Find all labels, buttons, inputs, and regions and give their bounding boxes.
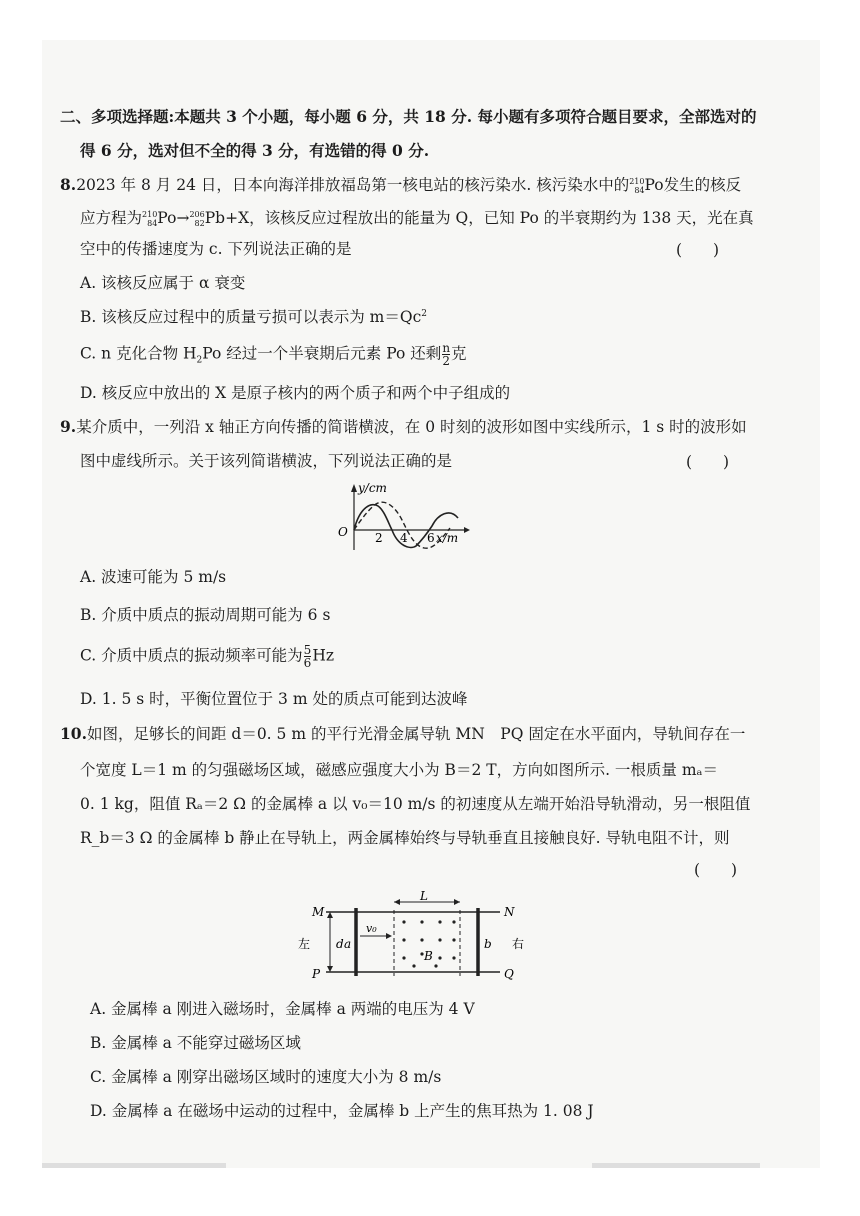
q9-option-d: D. 1. 5 s 时，平衡位置位于 3 m 处的质点可能到达波峰 bbox=[80, 690, 468, 708]
q8-line2 bbox=[80, 207, 754, 229]
po-nuclide-indices-2: 210 84 bbox=[142, 210, 158, 228]
q8-option-b: B. 该核反应过程中的质量亏损可以表示为 $m=Qc^2$ bbox=[80, 308, 427, 326]
q9-line1: 9.某介质中，一列沿 x 轴正方向传播的简谐横波，在 0 时刻的波形如图中实线所示，1 s 时的波形如 bbox=[60, 417, 747, 436]
svg-text:Q: Q bbox=[504, 967, 514, 981]
page-bottom-edge-right bbox=[592, 1163, 760, 1168]
svg-text:右: 右 bbox=[512, 937, 525, 951]
q8-number: 8. bbox=[60, 175, 77, 194]
q10-line3: 0. 1 kg，阻值 Rₐ＝2 Ω 的金属棒 a 以 v₀＝10 m/s 的初速度从左端开始沿导轨滑动，另一根阻值 bbox=[80, 795, 751, 813]
wave-tick-4: 4 bbox=[400, 531, 408, 545]
pb-nuclide-indices: 206 82 bbox=[189, 210, 205, 228]
q8-text-1a: 2023 年 8 月 24 日，日本向海洋排放福岛第一核电站的核污染水. 核污染水中的 bbox=[76, 176, 630, 194]
pb-symbol: Pb bbox=[204, 209, 226, 227]
q8-line3: 空中的传播速度为 c. 下列说法正确的是 bbox=[80, 240, 352, 258]
q10-line4: R_b＝3 Ω 的金属棒 b 静止在导轨上，两金属棒始终与导轨垂直且接触良好. 导轨电阻不计，则 bbox=[80, 829, 730, 847]
q8-answer-paren: ( ) bbox=[676, 241, 720, 259]
section-heading-line1: 二、多项选择题:本题共 3 个小题，每小题 6 分，共 18 分. 每小题有多项符合题目要求，全部选对的 bbox=[60, 107, 757, 126]
svg-text:L: L bbox=[420, 889, 428, 903]
q10-line1: 10.如图，足够长的间距 d＝0. 5 m 的平行光滑金属导轨 MN PQ 固定在水平面内，导轨间存在一 bbox=[60, 724, 746, 743]
svg-text:b: b bbox=[484, 937, 492, 951]
wave-origin: O bbox=[338, 525, 348, 539]
reaction-arrow: → bbox=[176, 209, 190, 227]
fraction-n-over-2: $\frac{n}{2}$ bbox=[442, 341, 451, 368]
q8-text-2b: +X，该核反应过程放出的能量为 Q，已知 Po 的半衰期约为 138 天，光在真 bbox=[225, 209, 754, 227]
q9-option-a: A. 波速可能为 5 m/s bbox=[80, 568, 227, 586]
q10-option-b: B. 金属棒 a 不能穿过磁场区域 bbox=[90, 1034, 301, 1052]
q8-text-1b: 发生的核反 bbox=[663, 176, 742, 194]
svg-text:左: 左 bbox=[298, 937, 311, 951]
po-symbol-2: Po bbox=[157, 209, 177, 227]
svg-text:d: d bbox=[336, 937, 344, 951]
wave-x-label: x/m bbox=[436, 531, 459, 545]
wave-tick-6: 6 bbox=[427, 531, 435, 545]
q10-answer-paren: ( ) bbox=[694, 861, 738, 879]
svg-text:P: P bbox=[312, 967, 321, 981]
q10-line2: 个宽度 L＝1 m 的匀强磁场区域，磁感应强度大小为 B＝2 T，方向如图所示. 一根质量 mₐ＝ bbox=[80, 761, 719, 779]
wave-figure bbox=[320, 478, 480, 558]
po-symbol: Po bbox=[644, 176, 664, 194]
q8-option-a: A. 该核反应属于 α 衰变 bbox=[80, 274, 246, 292]
q9-option-b: B. 介质中质点的振动周期可能为 6 s bbox=[80, 606, 331, 624]
svg-text:N: N bbox=[504, 905, 515, 919]
q9-answer-paren: ( ) bbox=[686, 453, 730, 471]
rail-figure bbox=[296, 886, 536, 988]
svg-text:a: a bbox=[344, 937, 352, 951]
fraction-5-over-6: $\frac{5}{6}$ bbox=[303, 643, 312, 670]
wave-y-label: y/cm bbox=[358, 481, 387, 495]
po-nuclide-indices: 210 84 bbox=[629, 177, 645, 195]
q9-option-c: C. 介质中质点的振动频率可能为 $\frac{5}{6}$ Hz bbox=[80, 643, 334, 670]
svg-text:M: M bbox=[312, 905, 325, 919]
q10-option-c: C. 金属棒 a 刚穿出磁场区域时的速度大小为 8 m/s bbox=[90, 1068, 442, 1086]
q10-option-a: A. 金属棒 a 刚进入磁场时，金属棒 a 两端的电压为 4 V bbox=[90, 1000, 475, 1018]
q8-line1 bbox=[60, 174, 741, 196]
svg-text:v₀: v₀ bbox=[366, 922, 377, 935]
q8-text-2a: 应方程为 bbox=[80, 209, 143, 227]
section-heading-line2: 得 6 分，选对但不全的得 3 分，有选错的得 0 分. bbox=[80, 141, 430, 160]
svg-text:B: B bbox=[424, 949, 433, 963]
q9-line2: 图中虚线所示。关于该列简谐横波，下列说法正确的是 bbox=[80, 452, 453, 470]
q8-option-d: D. 核反应中放出的 X 是原子核内的两个质子和两个中子组成的 bbox=[80, 384, 511, 402]
q10-option-d: D. 金属棒 a 在磁场中运动的过程中，金属棒 b 上产生的焦耳热为 1. 08 J bbox=[90, 1102, 594, 1120]
page-bottom-edge-left bbox=[42, 1163, 226, 1168]
q8-option-c: C. n 克化合物 $H_2Po$ 经过一个半衰期后元素 Po 还剩 $\frac{n}{2}$ 克 bbox=[80, 341, 467, 368]
wave-tick-2: 2 bbox=[375, 531, 383, 545]
